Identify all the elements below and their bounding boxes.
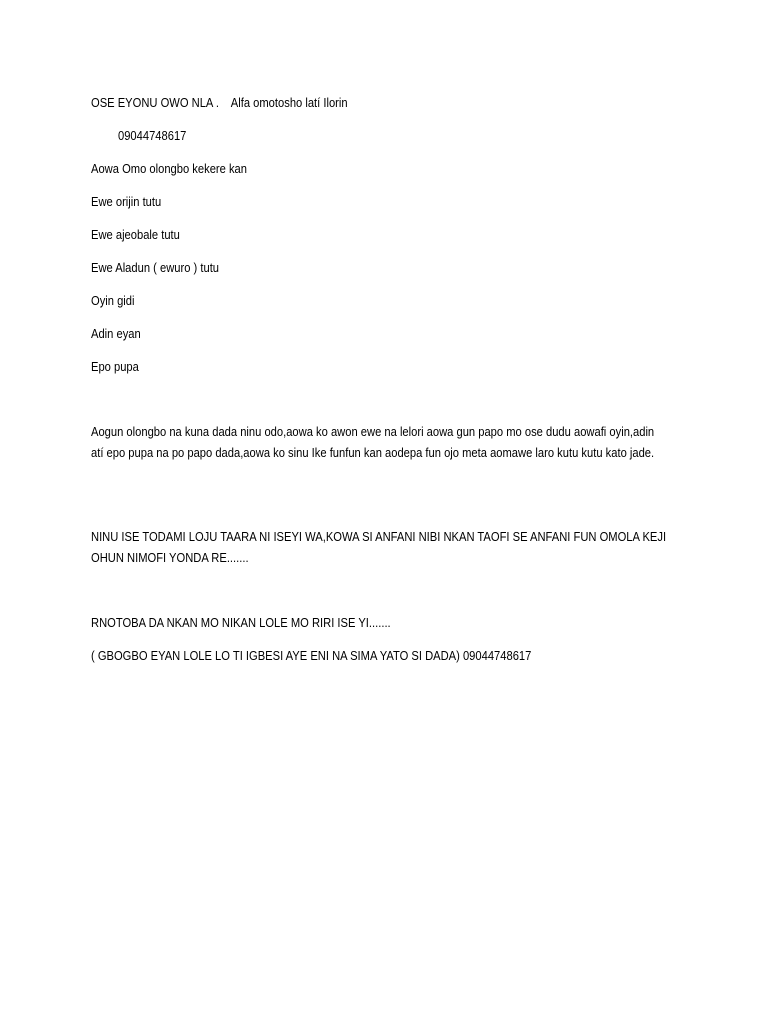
ingredient-item: Ewe orijin tutu [91,194,162,209]
ingredient-item: Epo pupa [91,359,139,374]
ingredient-item: Ewe ajeobale tutu [91,227,180,242]
ingredient-item: Adin eyan [91,326,141,341]
closing-line: RNOTOBA DA NKAN MO NIKAN LOLE MO RIRI ISE YI....... [91,615,391,630]
ingredient-item: Ewe Aladun ( ewuro ) tutu [91,260,220,275]
closing-contact-line: ( GBOGBO EYAN LOLE LO TI IGBESI AYE ENI NA SIMA YATO SI DADA) 09044748617 [91,648,532,663]
ingredient-item: Oyin gidi [91,293,135,308]
notice-paragraph: NINU ISE TODAMI LOJU TAARA NI ISEYI WA,KOWA SI ANFANI NIBI NKAN TAOFI SE ANFANI FUN OMOLA KEJI OHUN NIMOFI YONDA RE....... [91,529,667,565]
instructions-paragraph: Aogun olongbo na kuna dada ninu odo,aowa ko awon ewe na lelori aowa gun papo mo ose dudu aowafi oyin,adin atí epo pupa na po papo dada,aowa ko sinu Ike funfun kan aodepa fun ojo meta aomawe laro kutu kutu kato jade. [91,424,655,460]
phone-number-top: 09044748617 [118,128,187,143]
ingredient-item: Aowa Omo olongbo kekere kan [91,161,247,176]
document-heading: OSE EYONU OWO NLA . Alfa omotosho latí Ilorin [91,95,348,110]
